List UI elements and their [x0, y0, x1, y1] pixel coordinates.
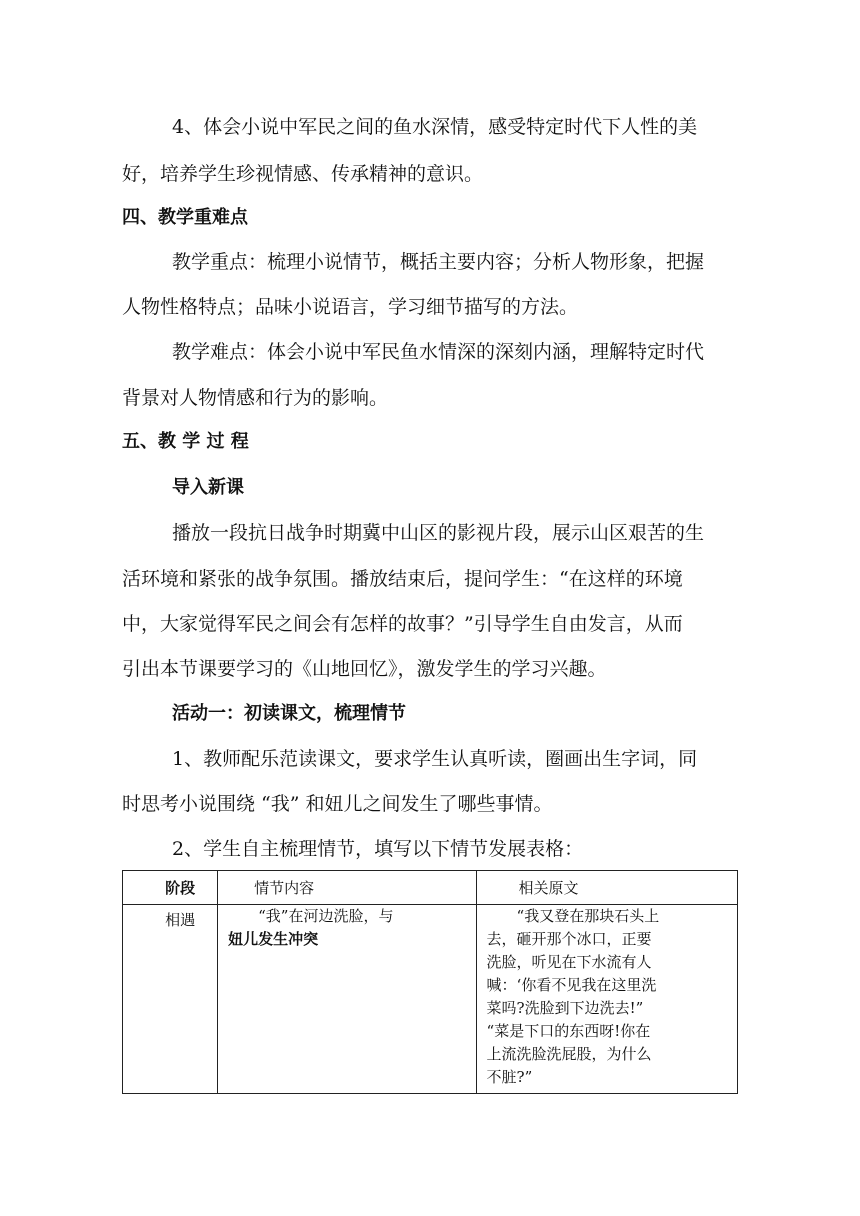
quote-line: 菜吗?洗脸到下边洗去!”: [486, 999, 644, 1017]
table-row: [123, 905, 738, 1094]
intro-line-3: 中，大家觉得军民之间会有怎样的故事？”引导学生自由发言，从而: [122, 613, 683, 635]
difficult-point-line-1: 教学难点：体会小说中军民鱼水情深的深刻内涵，理解特定时代: [172, 341, 705, 363]
quote-line: 去，砸开那个冰口，正要: [486, 930, 652, 948]
quote-line: 不脏?”: [486, 1068, 533, 1086]
quote-line: 洗脸，听见在下水流有人: [486, 953, 652, 971]
activity-1-heading: 活动一：初读课文，梳理情节: [172, 703, 406, 724]
activity-1-step-1-line-1: 1、教师配乐范读课文，要求学生认真听读，圈画出生字词，同: [172, 748, 698, 770]
table-header-content: 情节内容: [218, 871, 476, 905]
table-header-stage: 阶段: [123, 871, 218, 905]
intro-line-4: 引出本节课要学习的《山地回忆》，激发学生的学习兴趣。: [122, 658, 607, 680]
objective-4-line-2: 好，培养学生珍视情感、传承精神的意识。: [122, 163, 484, 185]
section-4-heading: 四、教学重难点: [122, 207, 248, 228]
table-header-row: [123, 871, 738, 905]
activity-1-step-1-line-2: 时思考小说围绕 “我” 和妞儿之间发生了哪些事情。: [122, 793, 553, 815]
content-line-1: “我”在河边洗脸，与: [258, 907, 394, 925]
key-point-line-1: 教学重点：梳理小说情节，概括主要内容；分析人物形象，把握: [172, 251, 705, 273]
quote-line: “我又登在那块石头上: [486, 907, 660, 925]
section-5-heading: 五、教 学 过 程: [122, 431, 249, 452]
intro-line-2: 活环境和紧张的战争氛围。播放结束后，提问学生：“在这样的环境: [122, 568, 683, 590]
row-content-cell: [218, 905, 476, 1094]
activity-1-step-2: 2、学生自主梳理情节，填写以下情节发展表格：: [172, 838, 584, 860]
quote-line: 上流洗脸洗屁股，为什么: [486, 1045, 652, 1063]
content-line-2: 妞儿发生冲突: [228, 930, 319, 948]
quote-line: 喊：‘你看不见我在这里洗: [486, 976, 657, 994]
quote-line: “菜是下口的东西呀!你在: [486, 1022, 651, 1040]
plot-development-table: [122, 870, 738, 1094]
row-quote-cell: [476, 905, 737, 1094]
difficult-point-line-2: 背景对人物情感和行为的影响。: [122, 387, 389, 409]
key-point-line-2: 人物性格特点；品味小说语言，学习细节描写的方法。: [122, 296, 579, 318]
objective-4-line-1: 4、体会小说中军民之间的鱼水深情，感受特定时代下人性的美: [172, 116, 698, 138]
table-header-quote: 相关原文: [476, 871, 737, 905]
intro-line-1: 播放一段抗日战争时期冀中山区的影视片段，展示山区艰苦的生: [172, 522, 705, 544]
row-stage-cell: 相遇: [123, 905, 218, 1094]
intro-heading: 导入新课: [172, 477, 244, 498]
